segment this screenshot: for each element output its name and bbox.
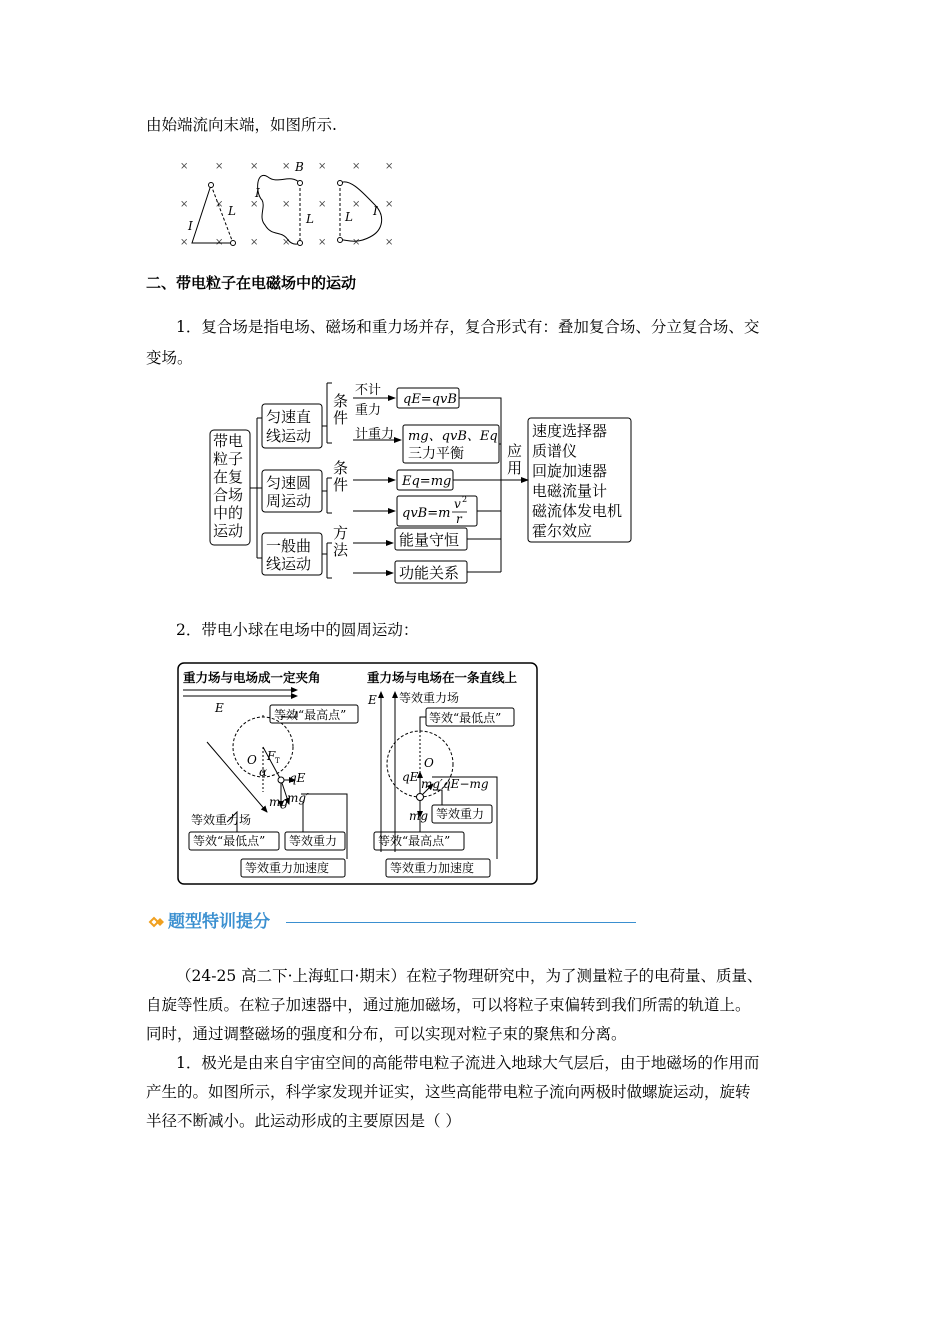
apply-label: 用 [507, 459, 523, 477]
app-item: 霍尔效应 [532, 522, 593, 540]
force-mg: mg [269, 795, 289, 809]
center-O: O [424, 756, 434, 770]
ignore-gravity: 不计 [355, 383, 382, 398]
root-line: 粒子 [213, 450, 244, 468]
uniform-circular: 周运动 [266, 492, 312, 510]
force-mg-prime: mg′ [421, 777, 443, 791]
condition-label: 条 [333, 459, 349, 477]
app-item: 速度选择器 [532, 422, 608, 440]
force-mg-prime: mg′ [287, 791, 309, 805]
root-line: 合场 [213, 486, 244, 504]
eq-qE-qvB: qE=qvB [403, 392, 457, 407]
general-curve: 线运动 [266, 555, 312, 573]
para1-line3: 同时，通过调整磁场的强度和分布，可以实现对粒子束的聚焦和分离。 [146, 1025, 627, 1043]
app-item: 质谱仪 [532, 442, 578, 460]
root-line: 中的 [213, 504, 244, 522]
root-line: 在复 [213, 468, 244, 486]
highest-point: 等效“最高点” [274, 708, 347, 722]
eq-three-forces: 三力平衡 [408, 446, 464, 462]
length-label: L [345, 210, 353, 224]
lowest-point: 等效“最低点” [193, 834, 266, 848]
field-cross: × [180, 199, 189, 210]
field-cross: × [250, 199, 259, 210]
current-label: I [255, 186, 260, 200]
eq-three-forces: mg、qvB、Eq [408, 429, 498, 444]
length-label: L [228, 204, 236, 218]
eq-qvB: qvB=m [402, 506, 451, 521]
para2-line1: 1．极光是由来自宇宙空间的高能带电粒子流进入地球大气层后，由于地磁场的作用而 [176, 1054, 760, 1072]
intro-line: 由始端流向末端，如图所示. [146, 116, 337, 134]
equiv-accel: 等效重力加速度 [245, 861, 330, 875]
item1-line1: 1．复合场是指电场、磁场和重力场并存，复合形式有：叠加复合场、分立复合场、交 [176, 318, 760, 336]
field-cross: × [385, 161, 394, 172]
field-E: E [368, 693, 377, 707]
eq-frac-sup: 2 [462, 495, 468, 504]
tension-sub: T [275, 757, 280, 765]
force-mg: mg [409, 809, 429, 823]
force-qE: qE [289, 771, 306, 785]
eq-frac-den: r [456, 512, 462, 526]
field-cross: × [215, 161, 224, 172]
field-cross: × [318, 237, 327, 248]
condition-label: 条 [333, 392, 349, 410]
left-title: 重力场与电场成一定夹角 [183, 670, 321, 685]
angle-alpha: α [259, 765, 268, 779]
field-cross: × [180, 237, 189, 248]
para2-line3: 半径不断减小。此运动形成的主要原因是（ ） [146, 1112, 461, 1130]
consider-gravity: 计重力 [355, 427, 395, 442]
equiv-field: 等效重力场 [399, 691, 460, 705]
current-label: I [373, 204, 378, 218]
uniform-linear: 匀速直 [266, 408, 312, 426]
app-item: 电磁流量计 [532, 482, 608, 500]
section-title: 二、带电粒子在电磁场中的运动 [146, 274, 357, 292]
item2-text: 2．带电小球在电场中的圆周运动： [176, 621, 419, 639]
general-curve: 一般曲 [266, 537, 312, 555]
uniform-circular: 匀速圆 [266, 474, 312, 492]
field-loops-figure [170, 155, 400, 255]
equiv-gravity: 等效重力 [436, 807, 485, 821]
banner-title: 题型特训提分 [168, 912, 270, 932]
force-qE: qE [402, 770, 419, 784]
energy-label: 能量守恒 [399, 531, 460, 549]
field-cross: × [250, 161, 259, 172]
app-item: 磁流体发电机 [532, 502, 623, 520]
length-label: L [306, 212, 314, 226]
field-cross: × [352, 237, 361, 248]
field-cross: × [282, 199, 291, 210]
current-label: I [188, 219, 193, 233]
condition-label: 件 [333, 476, 349, 494]
para2-line2: 产生的。如图所示，科学家发现并证实，这些高能带电粒子流向两极时做螺旋运动，旋转 [146, 1083, 751, 1101]
field-cross: × [180, 161, 189, 172]
field-E: E [215, 701, 224, 715]
field-cross: × [282, 237, 291, 248]
root-line: 带电 [213, 432, 244, 450]
field-cross: × [318, 199, 327, 210]
app-item: 回旋加速器 [532, 462, 608, 480]
section-banner [146, 910, 636, 934]
right-title: 重力场与电场在一条直线上 [367, 670, 518, 685]
field-cross: × [385, 199, 394, 210]
field-cross: × [282, 161, 291, 172]
banner-rule [286, 922, 636, 923]
eq-Eq-mg: Eq=mg [402, 474, 452, 489]
field-cross: × [215, 237, 224, 248]
field-cross: × [385, 237, 394, 248]
field-cross: × [318, 161, 327, 172]
field-cross: × [352, 199, 361, 210]
diamond-icon [146, 914, 166, 930]
item1-line2: 变场。 [146, 349, 193, 367]
lowest-point-right: 等效“最高点” [378, 834, 451, 848]
force-qE-mg: qE−mg [443, 777, 489, 791]
field-cross: × [215, 199, 224, 210]
field-cross: × [352, 161, 361, 172]
uniform-linear: 线运动 [266, 427, 312, 445]
circular-motion-figure [177, 662, 539, 886]
eq-frac-num: v [454, 497, 461, 511]
method-label: 法 [333, 541, 349, 559]
compound-field-chart [205, 378, 640, 590]
root-line: 运动 [213, 522, 244, 540]
field-label: B [295, 160, 304, 174]
equiv-accel: 等效重力加速度 [390, 861, 475, 875]
equiv-field: 等效重力场 [191, 813, 252, 827]
para1-line1: （24-25 高二下·上海虹口·期末）在粒子物理研究中，为了测量粒子的电荷量、质量、 [176, 967, 763, 985]
apply-label: 应 [507, 442, 523, 460]
center-O: O [247, 753, 257, 767]
tension: F [267, 749, 276, 763]
work-energy-label: 功能关系 [399, 564, 460, 582]
method-label: 方 [333, 524, 349, 542]
condition-label: 件 [333, 409, 349, 427]
equiv-gravity: 等效重力 [289, 834, 338, 848]
ignore-gravity: 重力 [355, 403, 382, 418]
field-cross: × [250, 237, 259, 248]
para1-line2: 自旋等性质。在粒子加速器中，通过施加磁场，可以将粒子束偏转到我们所需的轨道上。 [146, 996, 751, 1014]
highest-point-right: 等效“最低点” [429, 711, 502, 725]
